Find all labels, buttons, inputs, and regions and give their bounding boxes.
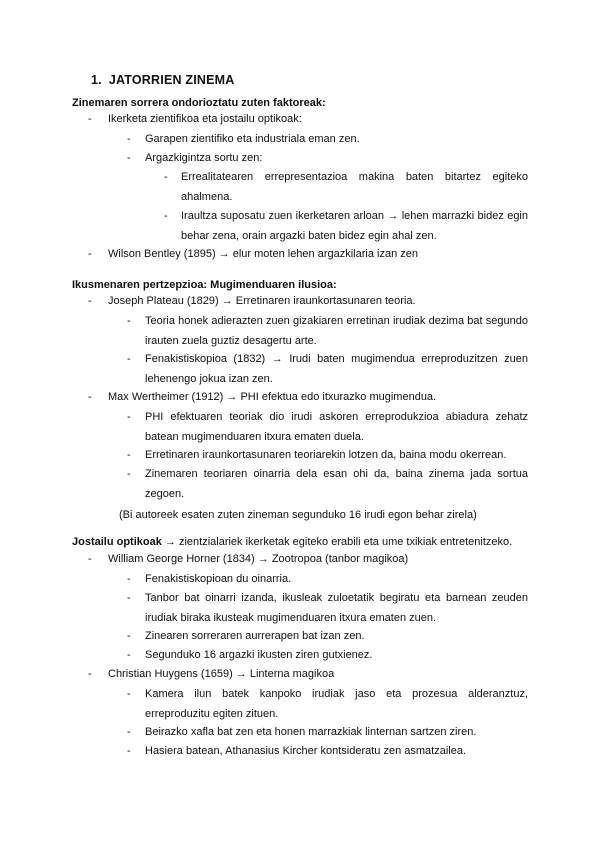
list-item: - William George Horner (1834) → Zootropoa (tanbor magikoa) — [88, 553, 409, 565]
list-item: - Fenakistiskopioa (1832) → Irudi baten mugimendua erreproduzitzen zuen lehenengo jokua izan zen. — [127, 353, 528, 385]
note-text: (Bi autoreek esaten zuten zineman segunduko 16 irudi egon behar zirela) — [119, 509, 477, 521]
list-item: - Erretinaren iraunkortasunaren teoriarekin lotzen da, baina modu okerrean. — [127, 449, 507, 461]
list-item: - Hasiera batean, Athanasius Kircher kontsideratu zen asmatzailea. — [127, 745, 467, 757]
title-text: JATORRIEN ZINEMA — [108, 73, 235, 87]
list-item: - Tanbor bat oinarri izanda, ikusleak zuloetatik begiratu eta barnean zeuden irudiak biraka ikusteak mugimenduaren itxura ematen zuen. — [127, 592, 528, 624]
list-item: - Wilson Bentley (1895) → elur moten lehen argazkilaria izan zen — [88, 248, 418, 260]
list-item: - Joseph Plateau (1829) → Erretinaren iraunkortasunaren teoria. — [88, 295, 416, 307]
list-item: - Fenakistiskopioan du oinarria. — [127, 573, 292, 585]
list-item: - Errealitatearen errepresentazioa makina baten bitartez egiteko ahalmena. — [164, 171, 528, 203]
list-item: - Beirazko xafla bat zen eta honen marrazkiak linternan sartzen ziren. — [127, 726, 477, 738]
list-item: - Zinemaren teoriaren oinarria dela esan ohi da, baina zinema jada sortua zegoen. — [127, 468, 528, 500]
list-item: - Ikerketa zientifikoa eta jostailu optikoak: — [88, 113, 302, 125]
title-number: 1. — [91, 73, 102, 87]
list-item: - PHI efektuaren teoriak dio irudi askoren erreprodukzioa abiadura zehatz batean mugimenduaren itxura ematen duela. — [127, 411, 528, 443]
section-heading-perception: Ikusmenaren pertzepzioa: Mugimenduaren ilusioa: — [72, 279, 337, 291]
list-item: - Kamera ilun batek kanpoko irudiak jaso eta prozesua alderanztuz, erreproduzitu egiten zituen. — [127, 688, 528, 720]
list-item: - Garapen zientifiko eta industriala eman zen. — [127, 133, 360, 145]
section-heading-optical-toys: Jostailu optikoak → zientzialariek ikerketak egiteko erabili eta ume txikiak entretenitzeko. — [72, 536, 513, 548]
list-item: - Argazkigintza sortu zen: — [127, 152, 263, 164]
list-item: - Christian Huygens (1659) → Linterna magikoa — [88, 668, 335, 680]
list-item: - Max Wertheimer (1912) → PHI efektua edo itxurazko mugimendua. — [88, 391, 437, 403]
list-item: - Zinearen sorreraren aurrerapen bat izan zen. — [127, 630, 365, 642]
list-item: - Segunduko 16 argazki ikusten ziren gutxienez. — [127, 649, 373, 661]
page-title — [91, 73, 235, 87]
section-heading-factors: Zinemaren sorrera ondorioztatu zuten faktoreak: — [72, 97, 326, 109]
list-item: - Teoria honek adierazten zuen gizakiaren erretinan irudiak dezima bat segundo irauten zuela guztiz desagertu arte. — [127, 315, 528, 347]
list-item: - Iraultza suposatu zuen ikerketaren arloan → lehen marrazki bidez egin behar zena, orain argazki baten bidez egin ahal zen. — [164, 210, 528, 242]
